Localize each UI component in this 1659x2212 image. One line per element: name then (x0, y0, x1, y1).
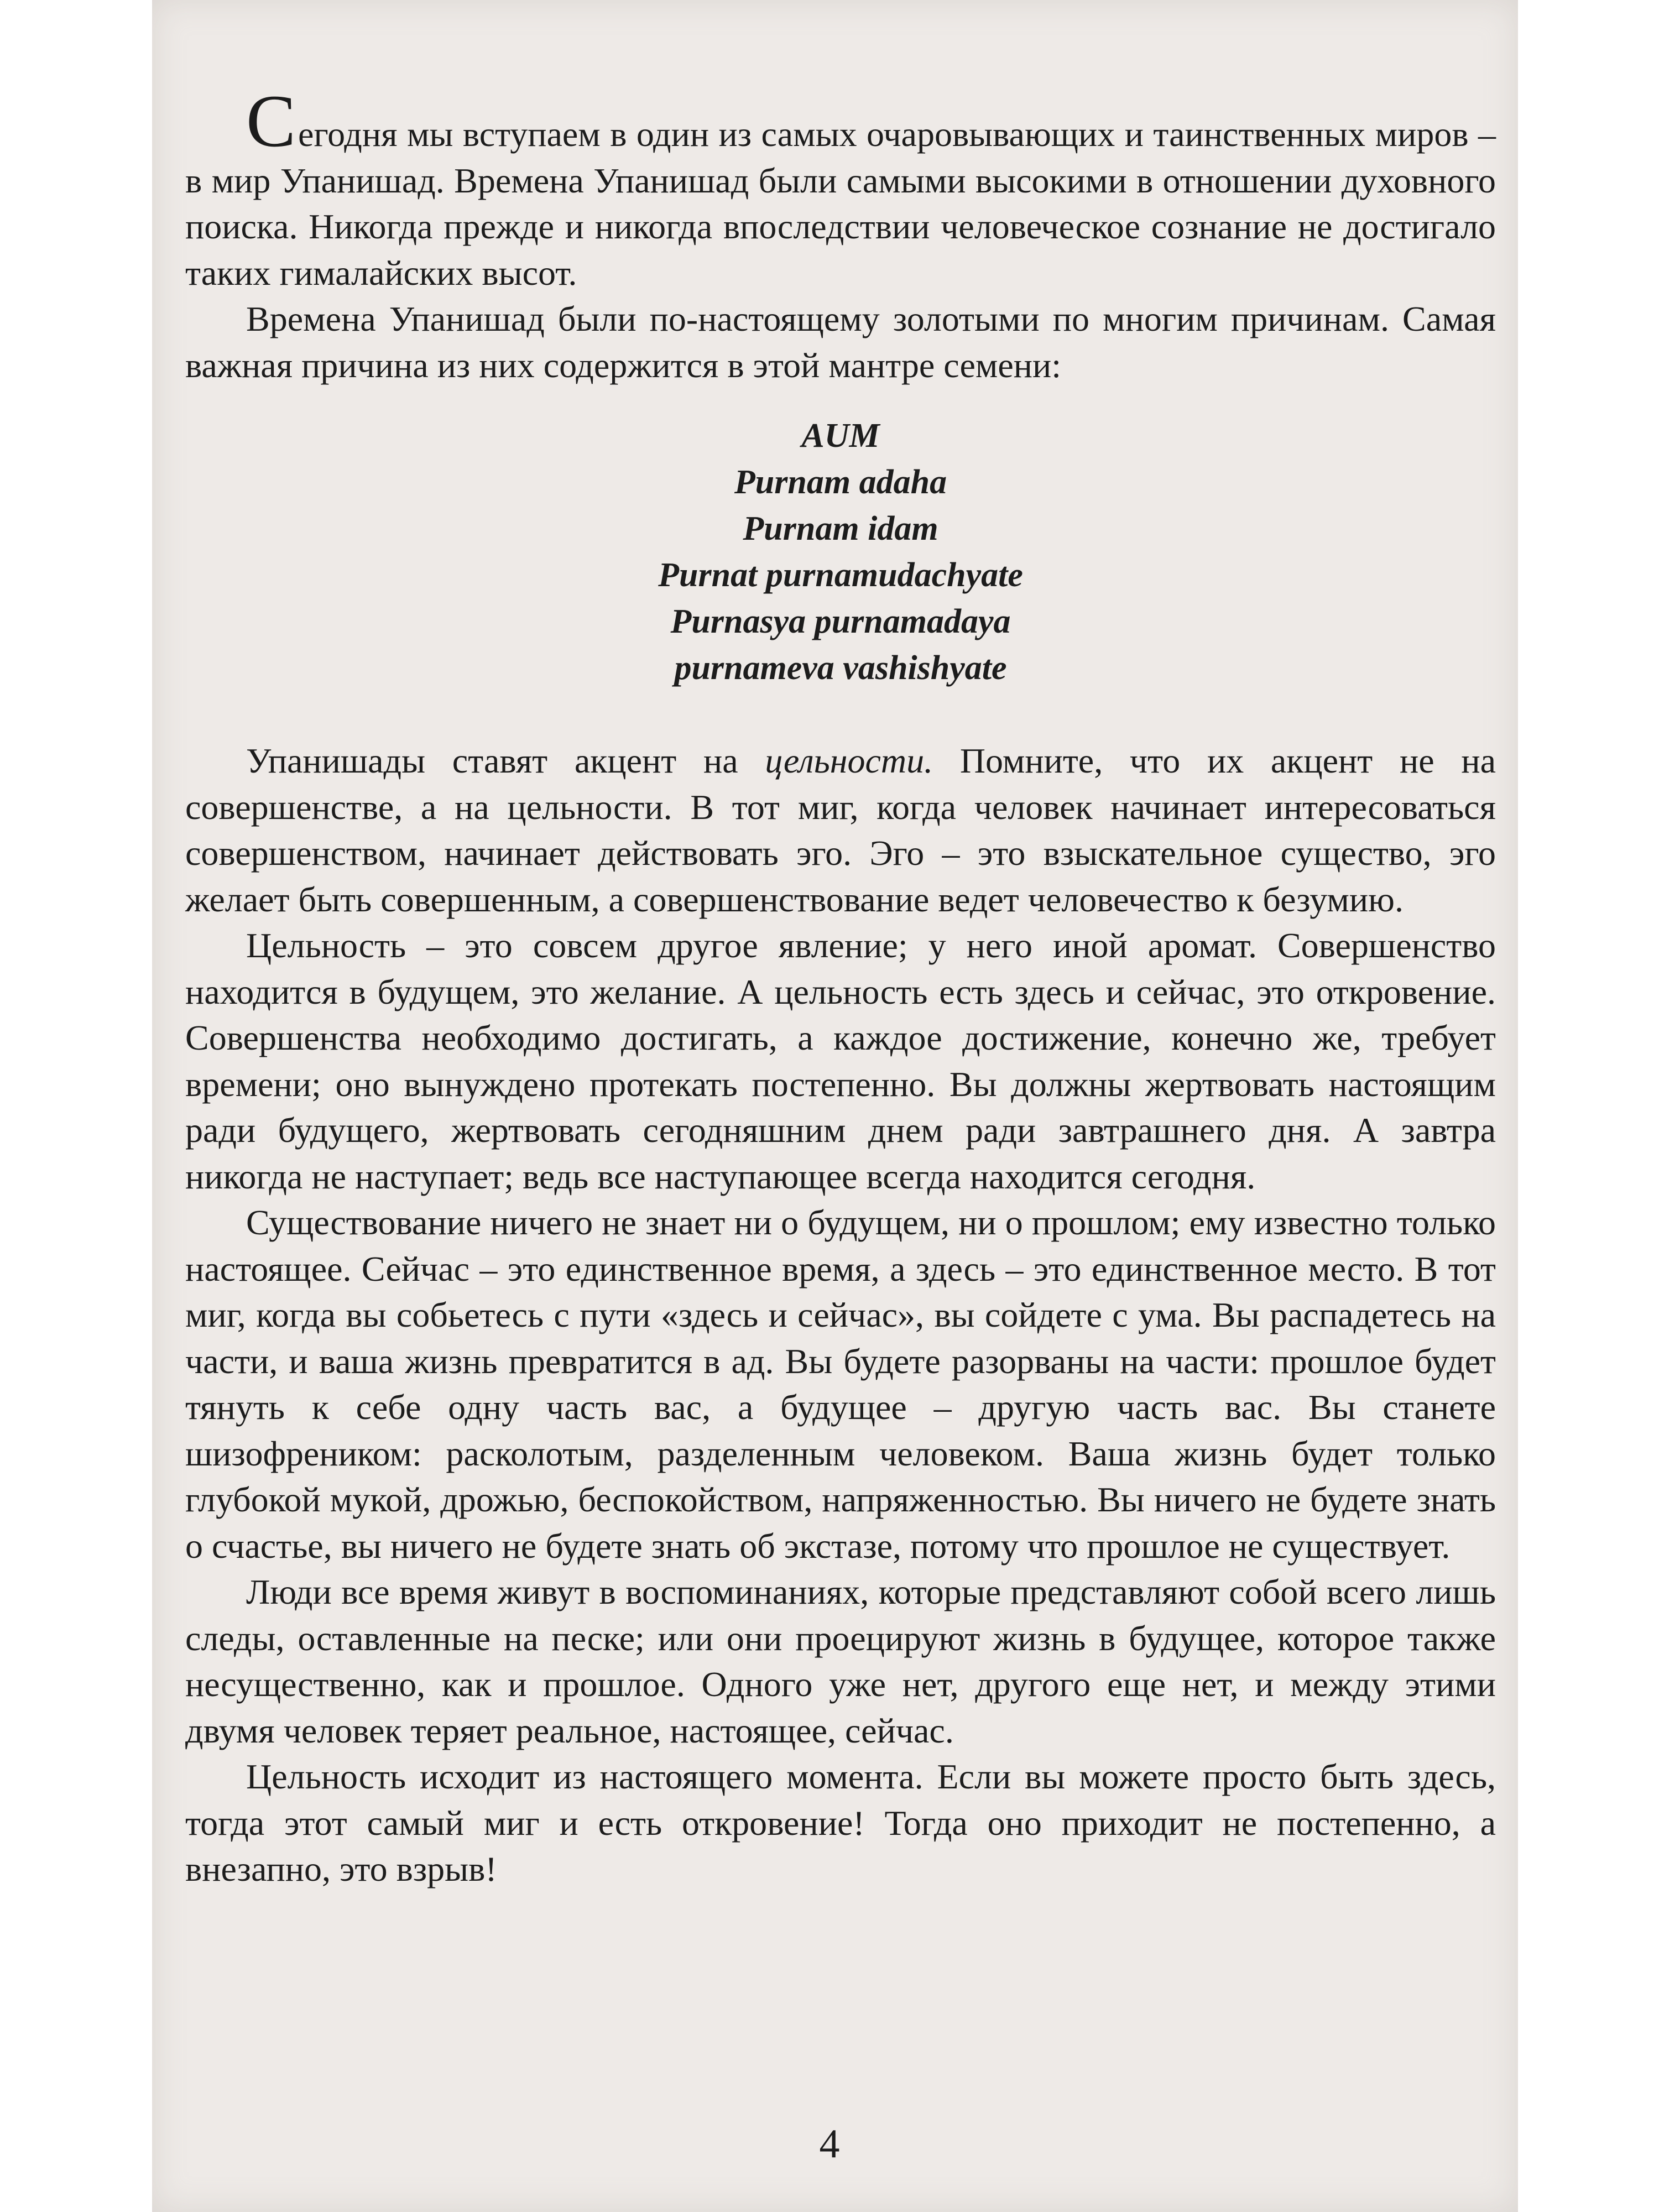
paragraph-6: Люди все время живут в воспоминаниях, которые представляют собой всего лишь следы, оставленные на песке; или они проецируют жизнь в будущее, которое также несущественно, как и прошлое. Одного уже нет, другого еще нет, и между этими двумя человек теряет реальное, настоящее, сейчас. (185, 1572, 1496, 1750)
paragraph-7: Цельность исходит из настоящего момента. Если вы можете просто быть здесь, тогда этот самый миг и есть откровение! Тогда оно приходит не постепенно, а внезапно, это взрыв! (185, 1757, 1496, 1888)
mantra-block (185, 413, 1496, 691)
mantra-line: Purnam adaha (734, 463, 947, 501)
paragraph-3-start: Упанишады ставят акцент на (246, 741, 765, 780)
paragraph-2: Времена Упанишад были по-настоящему золотыми по многим причинам. Самая важная причина из них содержится в этой мантре семени: (185, 299, 1496, 385)
paragraph-5: Существование ничего не знает ни о будущем, ни о прошлом; ему известно только настоящее. Сейчас – это единственное время, а здесь – это единственное место. В тот миг, когда вы собьетесь с пути «здесь и сейчас», вы сойдете с ума. Вы распадетесь на части, и ваша жизнь превратится в ад. Вы будете разорваны на части: прошлое будет тянуть к себе одну часть вас, а будущее – другую часть вас. Вы станете шизофреником: расколотым, разделенным человеком. Ваша жизнь будет только глубокой мукой, дрожью, беспокойством, напряженностью. Вы ничего не будете знать о счастье, вы ничего не будете знать об экстазе, потому что прошлое не существует. (185, 1203, 1496, 1566)
mantra-line: purnameva vashishyate (674, 649, 1007, 687)
emphasis-word: цельности. (765, 741, 933, 780)
drop-cap: С (246, 80, 296, 163)
mantra-line: AUM (801, 417, 880, 455)
page-body (185, 80, 1496, 1892)
mantra-line: Purnat purnamudachyate (658, 556, 1023, 594)
mantra-line: Purnam idam (743, 510, 938, 547)
paragraph-1-text: егодня мы вступаем в один из самых очаровывающих и таинственных миров – в мир Упанишад. Времена Упанишад были самыми высокими в отношении духовного поиска. Никогда прежде и никогда впоследствии человеческое сознание не достигало таких гималайских высот. (185, 114, 1496, 293)
page-number: 4 (819, 2121, 840, 2167)
paragraph-3-rest: Помните, что их акцент не на совершенстве, а на цельности. В тот миг, когда человек начинает интересоваться совершенством, начинает действовать эго. Эго – это взыскательное существо, эго желает быть совершенным, а совершенствование ведет человечество к безумию. (185, 741, 1496, 919)
paragraph-4: Цельность – это совсем другое явление; у него иной аромат. Совершенство находится в будущем, это желание. А цельность есть здесь и сейчас, это откровение. Совершенства необходимо достигать, а каждое достижение, конечно же, требует времени; оно вынуждено протекать постепенно. Вы должны жертвовать настоящим ради будущего, жертвовать сегодняшним днем ради завтрашнего дня. А завтра никогда не наступает; ведь все наступающее всегда находится сегодня. (185, 926, 1496, 1196)
mantra-line: Purnasya purnamadaya (670, 603, 1011, 640)
paragraph-3 (185, 738, 1496, 922)
paragraph-1 (185, 80, 1496, 296)
